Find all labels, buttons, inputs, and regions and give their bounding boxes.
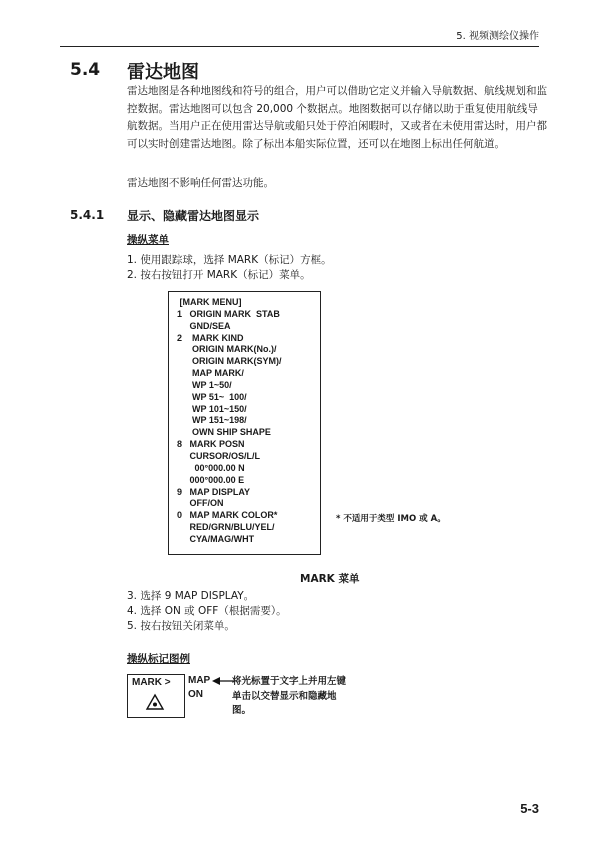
- menu-line: 0 MAP MARK COLOR*: [177, 510, 278, 521]
- menu-caption: MARK 菜单: [300, 573, 360, 585]
- step-4: 4. 选择 ON 或 OFF（根据需要）。: [127, 605, 287, 617]
- note-paragraph: 雷达地图不影响任何雷达功能。: [127, 177, 274, 189]
- legend-heading: 操纵标记图例: [127, 653, 190, 665]
- legend-note: 将光标置于文字上并用左键单击以交替显示和隐藏地图。: [232, 676, 347, 716]
- menu-line: 8 MARK POSN: [177, 439, 245, 450]
- subsection-title: 显示、隐藏雷达地图显示: [127, 209, 260, 223]
- menu-line: WP 101~150/: [177, 403, 247, 414]
- menu-line: CURSOR/OS/L/L: [177, 450, 261, 461]
- mark-menu-list: [177, 297, 282, 546]
- mark-menu-box: [168, 291, 321, 555]
- menu-line: WP 51~ 100/: [177, 391, 247, 402]
- menu-line: 1 ORIGIN MARK STAB: [177, 308, 280, 319]
- menu-line: 9 MAP DISPLAY: [177, 486, 251, 497]
- map-state[interactable]: ON: [188, 689, 203, 700]
- intro-paragraph: 雷达地图是各种地图线和符号的组合，用户可以借助它定义并输入导航数据、航线规划和监控数据。雷达地图可以包含 20,000 个数据点。地图数据可以存储以助于重复使用航线导航数据。当用户正在使用雷达导航或船只处于停泊闲暇时，又或者在未使用雷达时，用户都可以实时创建雷达地图。除了标出本船实际位置，还可以在地图上标出任何航道。: [127, 85, 547, 150]
- section-number: 5.4: [70, 60, 101, 80]
- header-rule: [60, 46, 539, 47]
- menu-line: MAP MARK/: [177, 368, 244, 379]
- menu-line: 000°000.00 E: [177, 474, 245, 485]
- menu-line: ORIGIN MARK(SYM)/: [177, 356, 282, 367]
- menu-line: RED/GRN/BLU/YEL/: [177, 522, 275, 533]
- menu-title: [MARK MENU]: [177, 297, 242, 307]
- menu-heading: 操纵菜单: [127, 234, 169, 246]
- menu-line: WP 1~50/: [177, 379, 232, 390]
- mark-legend-box[interactable]: [127, 674, 185, 718]
- steps-list-a: [127, 253, 332, 283]
- section-title: 雷达地图: [127, 62, 199, 83]
- map-label[interactable]: MAP: [188, 675, 211, 686]
- step-5: 5. 按右按钮关闭菜单。: [127, 620, 235, 632]
- menu-line: GND/SEA: [177, 320, 231, 331]
- menu-line: 2 MARK KIND: [177, 332, 244, 343]
- menu-line: 00°000.00 N: [177, 462, 245, 473]
- step-1: 1. 使用跟踪球，选择 MARK（标记）方框。: [127, 254, 332, 266]
- menu-line: OWN SHIP SHAPE: [177, 427, 271, 438]
- menu-line: CYA/MAG/WHT: [177, 533, 255, 544]
- menu-line: OFF/ON: [177, 498, 224, 509]
- menu-footnote: * 不适用于类型 IMO 或 A。: [336, 514, 446, 524]
- steps-list-b: [127, 589, 287, 634]
- subsection-number: 5.4.1: [70, 208, 105, 222]
- menu-line: WP 151~198/: [177, 415, 247, 426]
- mark-triangle-icon: [145, 692, 165, 712]
- chapter-header: 5. 视频测绘仪操作: [456, 31, 539, 42]
- mark-box-label: MARK >: [132, 677, 171, 688]
- menu-line: ORIGIN MARK(No.)/: [177, 344, 277, 355]
- step-3: 3. 选择 9 MAP DISPLAY。: [127, 590, 255, 602]
- step-2: 2. 按右按钮打开 MARK（标记）菜单。: [127, 269, 311, 281]
- page-number: 5-3: [520, 801, 539, 816]
